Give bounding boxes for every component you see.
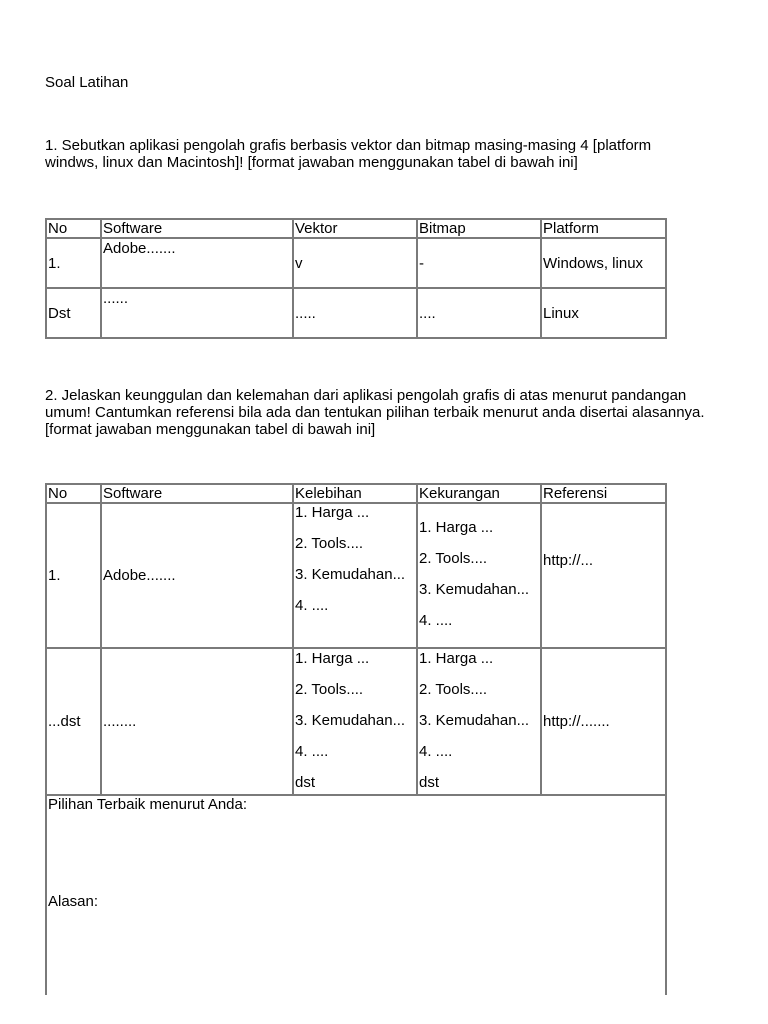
- header-cell: Vektor: [293, 219, 417, 238]
- table-row: [46, 648, 666, 795]
- question-1-text: 1. Sebutkan aplikasi pengolah grafis berbasis vektor dan bitmap masing-masing 4 [platform windws, linux dan Macintosh]! [format jawaban menggunakan tabel di bawah ini]: [45, 137, 652, 171]
- cell-bitmap: ....: [417, 288, 541, 338]
- cell-kekurangan: [417, 503, 541, 648]
- cell-platform: Linux: [541, 288, 666, 338]
- list-item: 3. Kemudahan...: [419, 712, 530, 729]
- pilihan-label: Pilihan Terbaik menurut Anda:: [48, 796, 248, 813]
- table-row: [46, 238, 666, 288]
- kekurangan-list: [419, 648, 529, 795]
- list-item: 3. Kemudahan...: [295, 566, 406, 583]
- list-item: 1. Harga ...: [295, 504, 370, 521]
- cell-platform: Windows, linux: [541, 238, 666, 288]
- list-item: 2. Tools....: [295, 681, 364, 698]
- answer-row: [46, 795, 666, 995]
- referensi-value: http://...: [543, 552, 594, 569]
- answer-cell: [46, 795, 666, 995]
- cell-software: [101, 238, 293, 288]
- header-cell: No: [46, 219, 101, 238]
- table-row: [46, 288, 666, 338]
- list-item: 2. Tools....: [419, 681, 488, 698]
- list-item: 1. Harga ...: [419, 650, 494, 667]
- list-item: 1. Harga ...: [419, 519, 494, 536]
- cell-referensi: [541, 503, 666, 648]
- cell-kelebihan: [293, 648, 417, 795]
- list-item: 2. Tools....: [295, 535, 364, 552]
- cell-bitmap: -: [417, 238, 541, 288]
- cell-no: ...dst: [46, 648, 101, 795]
- cell-software: [101, 288, 293, 338]
- table-1: [45, 218, 667, 339]
- table-2: [45, 483, 667, 995]
- cell-no: 1.: [46, 503, 101, 648]
- cell-referensi: http://.......: [541, 648, 666, 795]
- kekurangan-list: [419, 512, 529, 636]
- list-item: 4. ....: [419, 612, 453, 629]
- list-item: 4. ....: [295, 597, 329, 614]
- question-2-text: 2. Jelaskan keunggulan dan kelemahan dari aplikasi pengolah grafis di atas menurut pandangan umum! Cantumkan referensi bila ada dan tentukan pilihan terbaik menurut anda disertai alasannya. [format jawaban menggunakan tabel di bawah ini]: [45, 387, 705, 438]
- list-item: 4. ....: [295, 743, 329, 760]
- header-cell: Software: [101, 219, 293, 238]
- list-item: 2. Tools....: [419, 550, 488, 567]
- list-item: dst: [419, 774, 440, 791]
- software-value: Adobe.......: [103, 240, 176, 257]
- list-item: 4. ....: [419, 743, 453, 760]
- software-value: ......: [103, 290, 129, 307]
- header-cell: Bitmap: [417, 219, 541, 238]
- cell-kekurangan: [417, 648, 541, 795]
- header-cell: Referensi: [541, 484, 666, 503]
- alasan-label: Alasan:: [48, 893, 99, 910]
- header-cell: Platform: [541, 219, 666, 238]
- cell-vektor: v: [293, 238, 417, 288]
- header-cell: Software: [101, 484, 293, 503]
- cell-software: Adobe.......: [101, 503, 293, 648]
- list-item: 3. Kemudahan...: [419, 581, 530, 598]
- header-cell: Kekurangan: [417, 484, 541, 503]
- cell-no: 1.: [46, 238, 101, 288]
- list-item: 3. Kemudahan...: [295, 712, 406, 729]
- cell-software: ........: [101, 648, 293, 795]
- cell-kelebihan: [293, 503, 417, 648]
- list-item: dst: [295, 774, 316, 791]
- list-item: 1. Harga ...: [295, 650, 370, 667]
- cell-vektor: .....: [293, 288, 417, 338]
- header-cell: Kelebihan: [293, 484, 417, 503]
- table-row: [46, 503, 666, 648]
- kelebihan-list: [295, 648, 405, 795]
- kelebihan-list: [295, 503, 405, 621]
- header-cell: No: [46, 484, 101, 503]
- table-header-row: [46, 219, 666, 238]
- table-header-row: [46, 484, 666, 503]
- page-title: Soal Latihan: [45, 74, 129, 91]
- cell-no: Dst: [46, 288, 101, 338]
